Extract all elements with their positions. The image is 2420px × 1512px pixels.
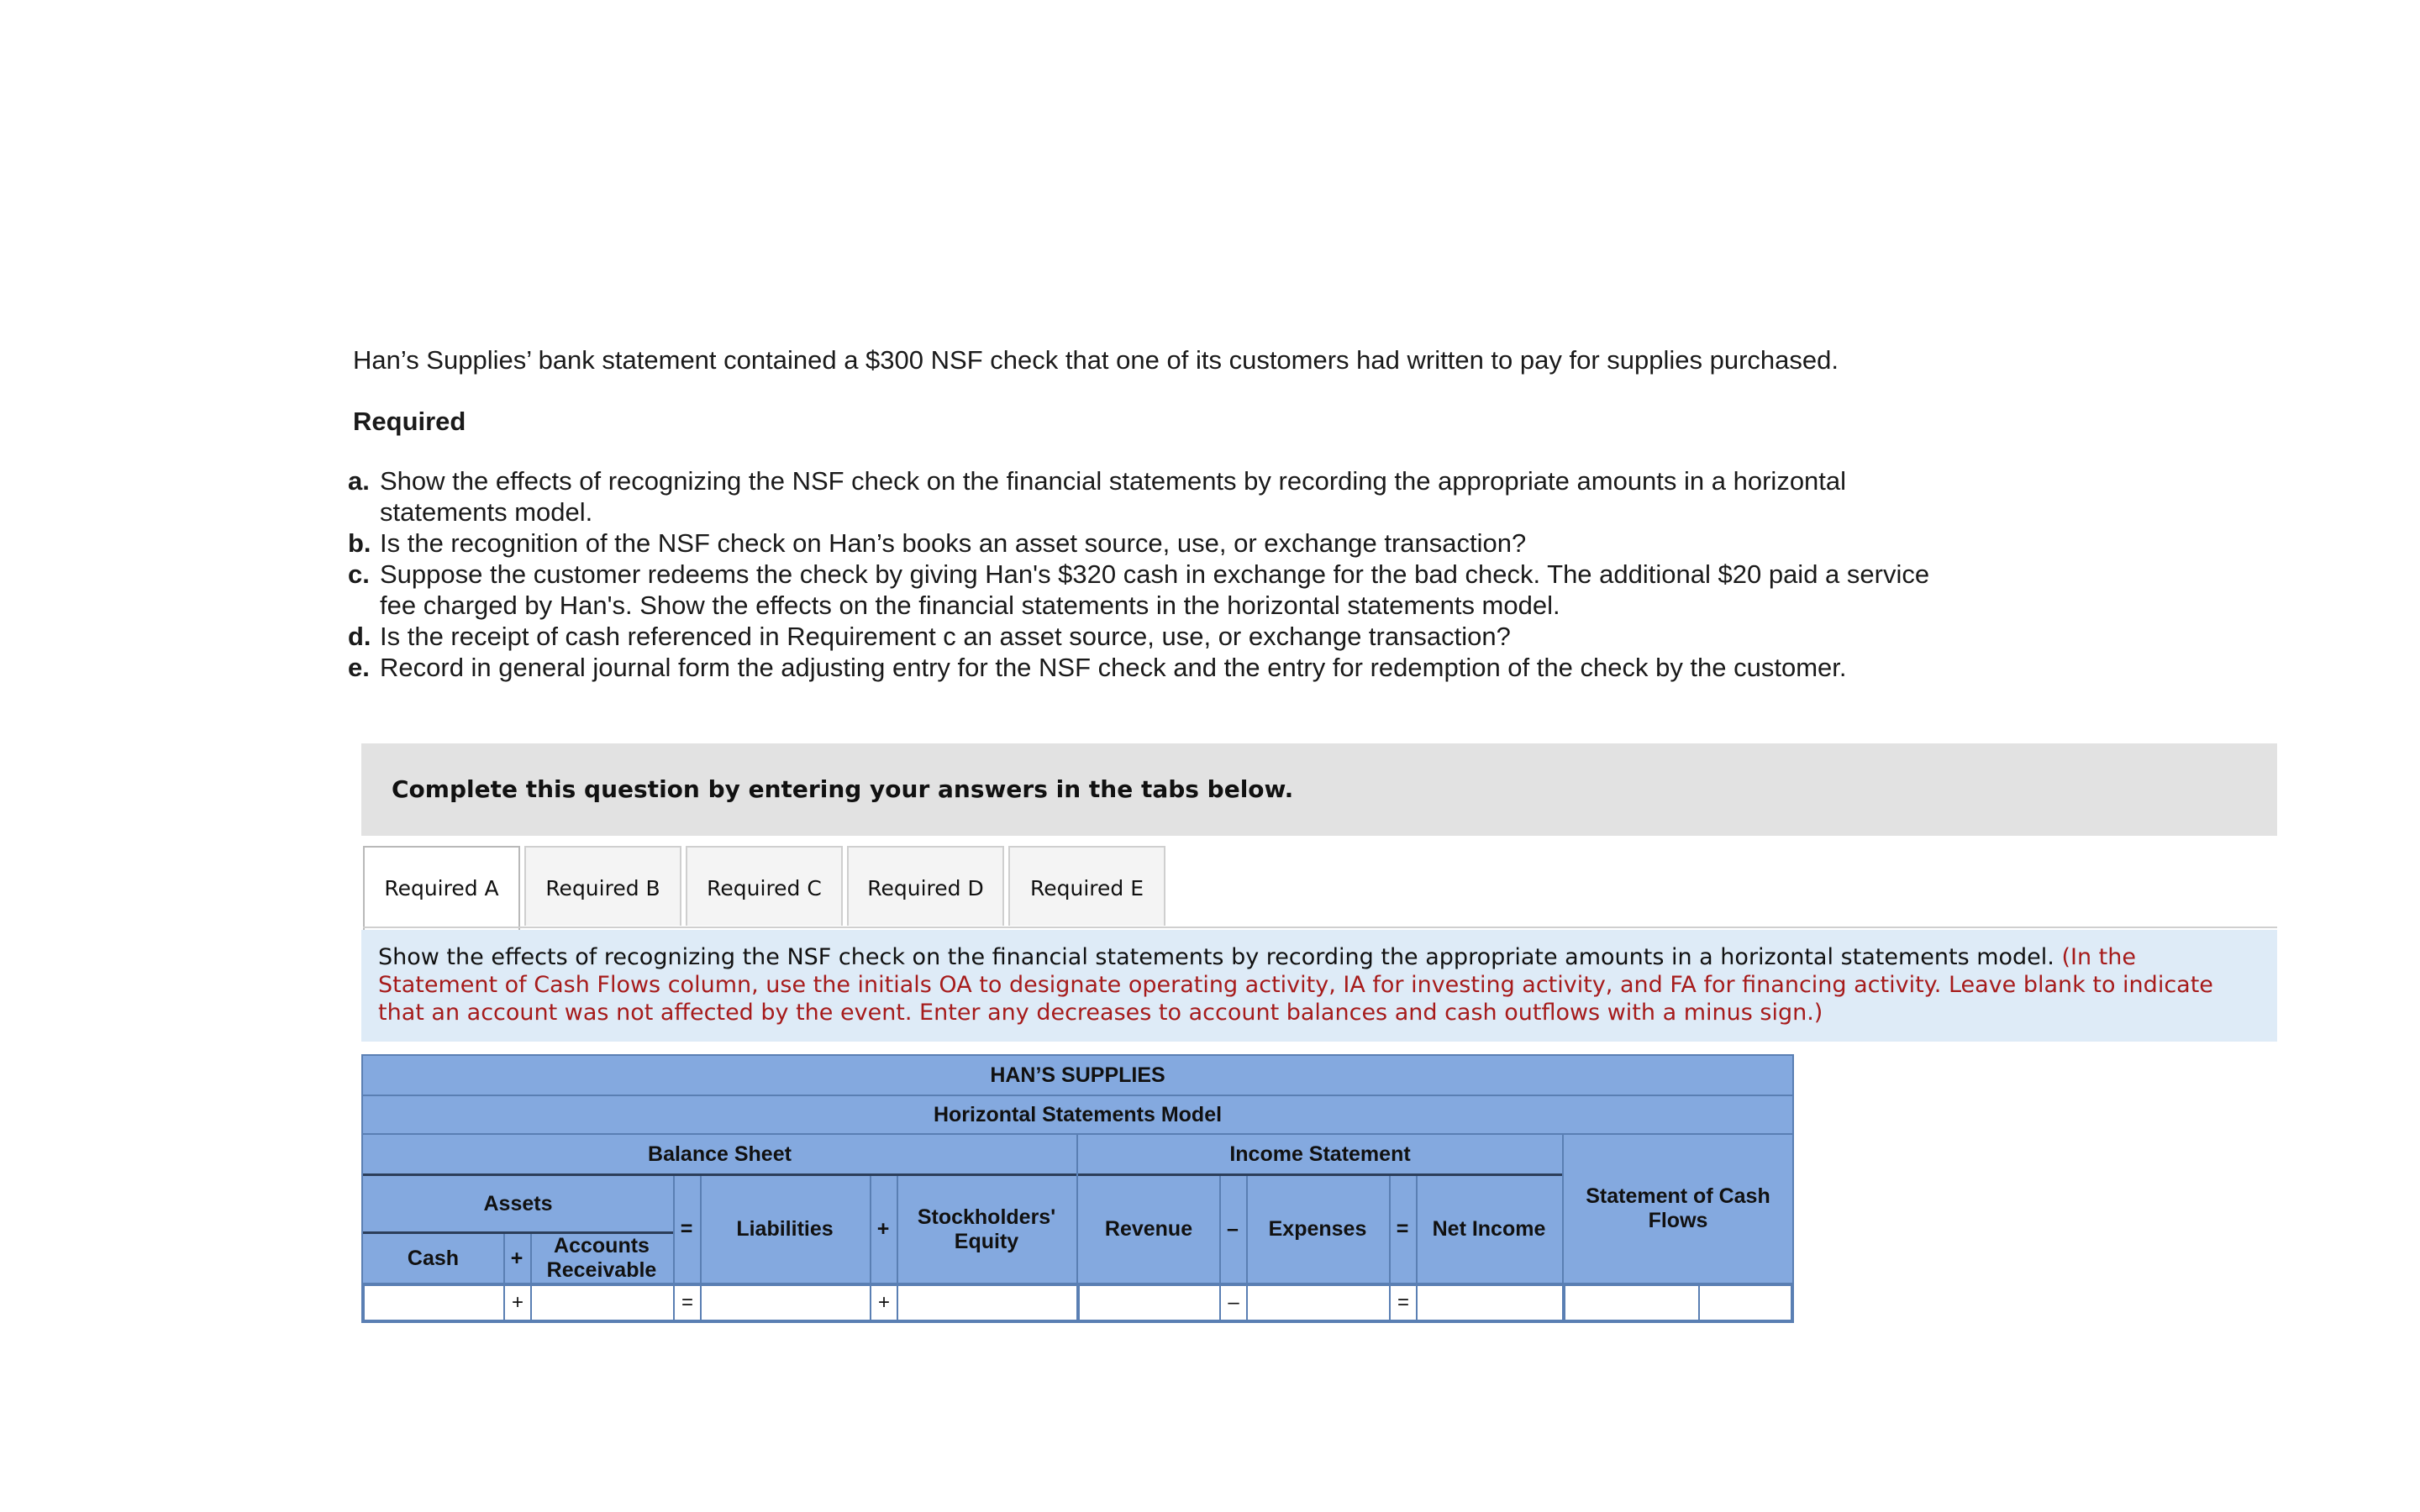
equals-operator: = (1389, 1284, 1418, 1321)
instructions-main: Show the effects of recognizing the NSF check on the financial statements by recording the appropriate amounts in a horizontal statements model. (378, 944, 2054, 970)
requirements-list (348, 465, 1949, 683)
instructions-panel (361, 930, 2277, 1042)
requirement-text: Suppose the customer redeems the check by giving Han's $320 cash in exchange for the bad check. The additional $20 paid a service fee charged by Han's. Show the effects on the financial statements in the horizontal statements model. (380, 559, 1930, 620)
equals-operator: = (673, 1284, 702, 1321)
expenses-header: Expenses (1268, 1217, 1367, 1241)
company-name: HAN’S SUPPLIES (990, 1063, 1165, 1087)
tab-required-b[interactable]: Required B (524, 846, 681, 926)
requirement-d (348, 621, 1949, 652)
requirement-text: Show the effects of recognizing the NSF check on the financial statements by recording the appropriate amounts in a horizontal statements model. (380, 466, 1847, 527)
expenses-input[interactable] (1246, 1284, 1391, 1321)
required-heading: Required (353, 407, 466, 436)
requirement-text: Record in general journal form the adjusting entry for the NSF check and the entry for redemption of the check by the customer. (380, 653, 1847, 682)
net-income-header: Net Income (1432, 1217, 1546, 1241)
instructions-note: (In the Statement of Cash Flows column, use the initials OA to designate operating activity, IA for investing activity, and FA for financing activity. Leave blank to indicate that an account was not affected by the event. Enter any decreases to account balances and cash outflows with a minus sign.) (378, 944, 2213, 1026)
problem-intro: Han’s Supplies’ bank statement contained a $300 NSF check that one of its customers had written to pay for supplies purchased. (353, 345, 1839, 375)
requirement-letter: e. (348, 653, 370, 682)
balance-sheet-header: Balance Sheet (648, 1142, 792, 1166)
stockholders-equity-input[interactable] (897, 1284, 1078, 1321)
income-statement-header: Income Statement (1229, 1142, 1411, 1166)
revenue-header: Revenue (1104, 1217, 1193, 1241)
banner-text: Complete this question by entering your answers in the tabs below. (392, 775, 1294, 803)
requirement-letter: d. (348, 622, 371, 651)
plus-operator: + (510, 1246, 523, 1270)
cash-flow-amount-input[interactable] (1564, 1284, 1700, 1321)
minus-operator: – (1219, 1284, 1248, 1321)
requirement-letter: b. (348, 528, 371, 558)
plus-operator: + (876, 1217, 890, 1241)
requirement-a (348, 465, 1949, 528)
plus-operator: + (503, 1284, 532, 1321)
equals-operator: = (680, 1217, 693, 1241)
tab-divider (363, 927, 2277, 928)
requirement-text: Is the receipt of cash referenced in Requirement c an asset source, use, or exchange transaction? (380, 622, 1511, 651)
requirement-e (348, 652, 1949, 683)
minus-operator: – (1227, 1217, 1239, 1241)
revenue-input[interactable] (1078, 1284, 1221, 1321)
problem-statement (348, 344, 1949, 683)
liabilities-input[interactable] (700, 1284, 871, 1321)
cash-flow-activity-input[interactable] (1698, 1284, 1792, 1321)
cash-flows-header: Statement of Cash Flows (1586, 1184, 1770, 1232)
requirement-c (348, 559, 1949, 621)
requirement-letter: c. (348, 559, 370, 589)
accounts-receivable-header: Accounts Receivable (546, 1234, 657, 1282)
requirement-letter: a. (348, 466, 370, 496)
stockholders-equity-header: Stockholders' Equity (917, 1205, 1056, 1253)
instruction-banner (361, 743, 2277, 836)
net-income-input[interactable] (1416, 1284, 1564, 1321)
accounts-receivable-input[interactable] (530, 1284, 675, 1321)
plus-operator: + (870, 1284, 898, 1321)
requirement-b (348, 528, 1949, 559)
tab-required-a[interactable]: Required A (363, 846, 520, 930)
requirement-text: Is the recognition of the NSF check on Han’s books an asset source, use, or exchange transaction? (380, 528, 1527, 558)
liabilities-header: Liabilities (736, 1217, 834, 1241)
cash-header: Cash (407, 1246, 460, 1270)
cash-input[interactable] (363, 1284, 505, 1321)
assets-header: Assets (483, 1191, 553, 1215)
equals-operator: = (1396, 1217, 1409, 1241)
tab-required-d[interactable]: Required D (847, 846, 1004, 926)
horizontal-statements-model (361, 1054, 1794, 1323)
model-title: Horizontal Statements Model (933, 1102, 1223, 1126)
tab-required-e[interactable]: Required E (1008, 846, 1165, 926)
tab-required-c[interactable]: Required C (686, 846, 843, 926)
